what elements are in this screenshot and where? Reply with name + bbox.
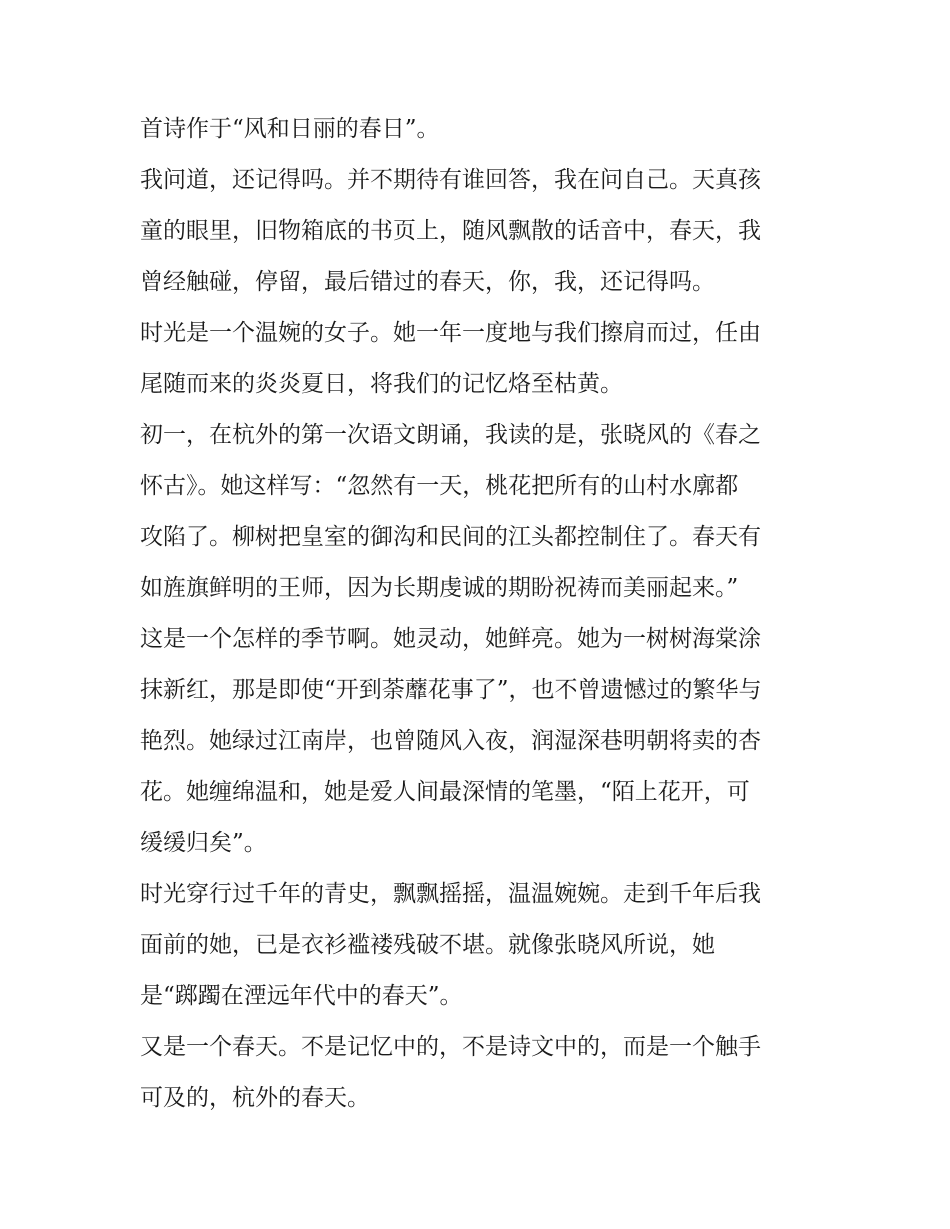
text-line: 尾随而来的炎炎夏日，将我们的记忆烙至枯黄。 [140, 371, 623, 397]
text-line: 花。她缠绵温和，她是爱人间最深情的笔墨，“陌上花开，可 [140, 779, 750, 805]
text-line: 缓缓归矣”。 [140, 830, 267, 856]
text-line: 时光是一个温婉的女子。她一年一度地与我们擦肩而过，任由 [140, 320, 761, 346]
text-line: 时光穿行过千年的青史，飘飘摇摇，温温婉婉。走到千年后我 [140, 881, 761, 907]
text-line: 面前的她，已是衣衫褴褛残破不堪。就像张晓风所说，她 [140, 932, 715, 958]
text-line: 童的眼里，旧物箱底的书页上，随风飘散的话音中，春天，我 [140, 218, 761, 244]
text-line: 可及的，杭外的春天。 [140, 1085, 370, 1111]
text-line: 如旌旗鲜明的王师，因为长期虔诚的期盼祝祷而美丽起来。” [140, 575, 739, 601]
text-line: 怀古》。她这样写：“忽然有一天，桃花把所有的山村水廓都 [140, 473, 739, 499]
text-line: 又是一个春天。不是记忆中的，不是诗文中的，而是一个触手 [140, 1034, 761, 1060]
text-line: 抹新红，那是即使“开到荼蘼花事了”，也不曾遗憾过的繁华与 [140, 677, 762, 703]
text-line: 首诗作于“风和日丽的春日”。 [140, 116, 440, 142]
essay-text [140, 104, 830, 1124]
text-line: 艳烈。她绿过江南岸，也曾随风入夜，润湿深巷明朝将卖的杏 [140, 728, 761, 754]
text-line: 攻陷了。柳树把皇室的御沟和民间的江头都控制住了。春天有 [140, 524, 761, 550]
text-line: 曾经触碰，停留，最后错过的春天，你，我，还记得吗。 [140, 269, 715, 295]
text-line: 初一，在杭外的第一次语文朗诵，我读的是，张晓风的《春之 [140, 422, 761, 448]
text-line: 是“踯躅在湮远年代中的春天”。 [140, 983, 463, 1009]
text-line: 这是一个怎样的季节啊。她灵动，她鲜亮。她为一树树海棠涂 [140, 626, 761, 652]
text-line: 我问道，还记得吗。并不期待有谁回答，我在问自己。天真孩 [140, 167, 761, 193]
